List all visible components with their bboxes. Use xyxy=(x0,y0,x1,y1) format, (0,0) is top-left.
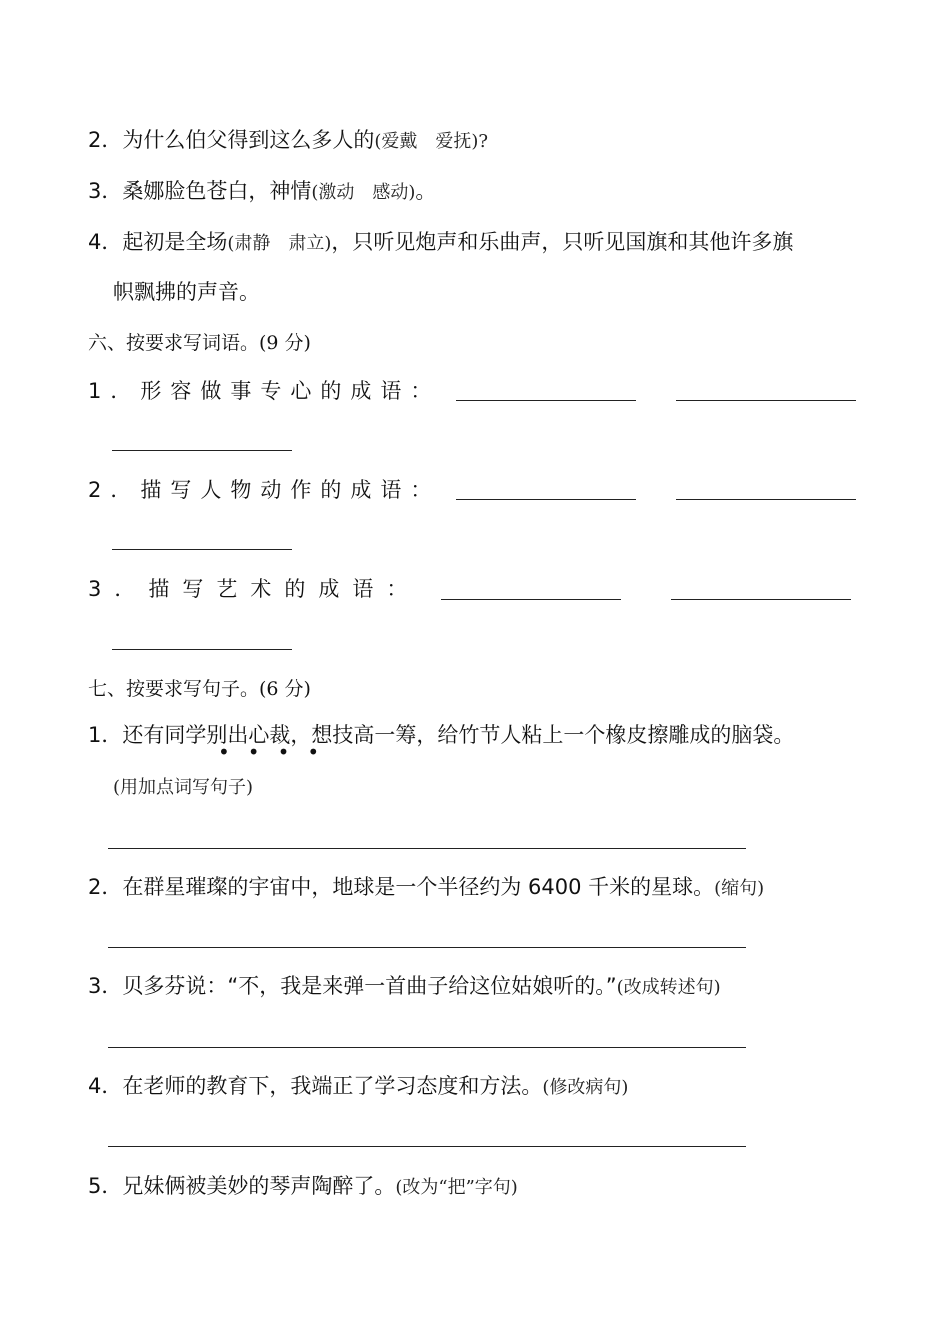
answer-blank[interactable] xyxy=(112,549,292,550)
question-2-options: (爱戴 爱抚)? xyxy=(374,131,489,152)
question-2-text: 2．为什么伯父得到这么多人的 xyxy=(88,128,375,152)
sentence-item-3-text: 3．贝多芬说：“不，我是来弹一首曲子给这位姑娘听的。” xyxy=(88,974,617,998)
question-4 xyxy=(88,232,793,253)
answer-line[interactable] xyxy=(108,848,746,849)
answer-blank[interactable] xyxy=(112,450,292,451)
sentence-item-4 xyxy=(88,1076,628,1097)
answer-line[interactable] xyxy=(108,947,746,948)
question-3-tail: 。 xyxy=(415,179,437,203)
question-2 xyxy=(88,130,488,151)
answer-blank[interactable] xyxy=(456,400,636,401)
answer-blank[interactable] xyxy=(671,599,851,600)
idiom-item-2: 2．描写人物动作的成语： xyxy=(88,478,441,502)
sentence-item-2 xyxy=(88,877,764,898)
sentence-item-1-instruction: (用加点词写句子) xyxy=(113,777,254,798)
section-7-heading xyxy=(88,678,311,699)
idiom-item-3: 3．描写艺术的成语： xyxy=(88,577,421,601)
sentence-item-3-instruction: (改成转述句) xyxy=(616,977,721,998)
question-4-options: (肃静 肃立) xyxy=(227,233,332,254)
question-3-text: 3．桑娜脸色苍白，神情 xyxy=(88,179,312,203)
emphasis-dots: •••• xyxy=(218,740,338,764)
question-3-options: (激动 感动) xyxy=(311,182,416,203)
sentence-item-3 xyxy=(88,976,721,997)
section-7-score: (6 分) xyxy=(259,678,311,700)
sentence-item-5-text: 5．兄妹俩被美妙的琴声陶醉了。 xyxy=(88,1174,396,1198)
question-4-tail: ，只听见炮声和乐曲声，只听见国旗和其他许多旗 xyxy=(331,230,794,254)
question-4-text: 4．起初是全场 xyxy=(88,230,228,254)
section-6-score: (9 分) xyxy=(259,332,311,354)
section-6-heading xyxy=(88,332,311,353)
answer-blank[interactable] xyxy=(676,400,856,401)
sentence-item-4-text: 4．在老师的教育下，我端正了学习态度和方法。 xyxy=(88,1074,543,1098)
sentence-item-2-instruction: (缩句) xyxy=(714,878,765,899)
question-3 xyxy=(88,181,436,202)
sentence-item-2-text: 2．在群星璀璨的宇宙中，地球是一个半径约为 6400 千米的星球。 xyxy=(88,875,715,899)
section-6-title: 六、按要求写词语。 xyxy=(88,332,260,354)
answer-line[interactable] xyxy=(108,1047,746,1048)
section-7-title: 七、按要求写句子。 xyxy=(88,678,260,700)
sentence-item-4-instruction: (修改病句) xyxy=(542,1077,629,1098)
answer-line[interactable] xyxy=(108,1146,746,1147)
sentence-item-5-instruction: (改为“把”字句) xyxy=(395,1177,518,1198)
answer-blank[interactable] xyxy=(441,599,621,600)
sentence-item-5 xyxy=(88,1176,518,1197)
question-4-line2: 帜飘拂的声音。 xyxy=(113,280,260,304)
answer-blank[interactable] xyxy=(676,499,856,500)
answer-blank[interactable] xyxy=(112,649,292,650)
answer-blank[interactable] xyxy=(456,499,636,500)
sentence-item-1: 1．还有同学别出心裁，想技高一筹，给竹节人粘上一个橡皮擦雕成的脑袋。 xyxy=(88,723,795,747)
idiom-item-1: 1．形容做事专心的成语： xyxy=(88,379,441,403)
